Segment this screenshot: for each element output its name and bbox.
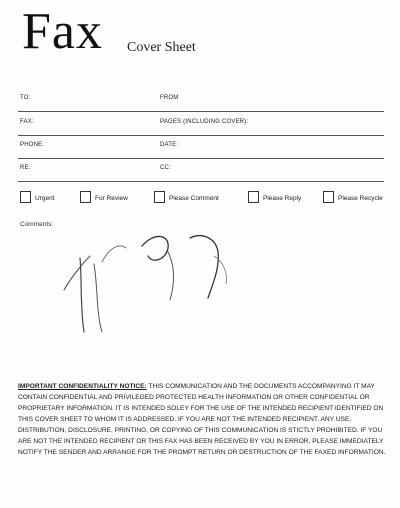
checkbox-label: For Review xyxy=(95,195,128,202)
checkbox-label: Please Comment xyxy=(169,195,219,202)
checkbox-label: Please Recycle xyxy=(338,195,383,202)
checkbox-box[interactable] xyxy=(80,191,91,203)
re-label: RE: xyxy=(20,165,31,171)
field-row-to xyxy=(18,89,384,112)
checkbox-row xyxy=(20,191,390,207)
notice-heading: IMPORTANT CONFIDENTIALITY NOTICE: xyxy=(18,383,147,390)
from-label: FROM xyxy=(160,95,179,101)
comments-label: Comments: xyxy=(20,221,54,228)
page-title: Fax xyxy=(22,3,103,60)
handwritten-scribble xyxy=(50,228,250,348)
page-subtitle: Cover Sheet xyxy=(127,40,196,55)
checkbox-box[interactable] xyxy=(323,191,334,203)
checkbox-box[interactable] xyxy=(154,191,165,203)
phone-label: PHONE: xyxy=(20,142,45,148)
confidentiality-notice xyxy=(18,381,388,458)
pages-label: PAGES (INCLUDING COVER): xyxy=(160,119,249,125)
field-row-re xyxy=(18,159,384,182)
date-label: DATE: xyxy=(160,142,179,148)
notice-body: THIS COMMUNICATION AND THE DOCUMENTS ACCOMPANYING IT MAY CONTAIN CONFIDENTIAL AND PRIVILEGED PROTECTED HEALTH INFORMATION OR OTHER CONFIDENTIAL OR PROPRIETARY INFORMATION. IT IS INTENDED SOLEY FOR THE USE OF THE INTENDED RECIPIENT IDENTIFIED ON THIS COVER SHEET TO WHOM IT IS ADDRESSED. IF YOU ARE NOT THE INTENDED RECIPIENT, ANY USE, DISTRIBUTION, DISCLOSURE, PRINTING, OR COPYING OF THIS COMMUNICATION IS STICTLY PROHIBITED. IF YOU ARE NOT THE INTENDED RECIPIENT OR THIS FAX HAS BEEN RECEIVED BY YOU IN ERROR, PLEASE IMMEDIATELY NOTIFY THE SENDER AND ARRANGE FOR THE PROMPT RETURN OR DESTRUCTION OF THE FAXED INFORMATION. xyxy=(18,383,386,456)
checkbox-label: Urgent xyxy=(35,195,55,202)
fax-label: FAX: xyxy=(20,119,34,125)
to-label: TO: xyxy=(20,95,31,101)
cc-label: CC: xyxy=(160,165,171,171)
field-row-fax xyxy=(18,113,384,136)
checkbox-box[interactable] xyxy=(20,191,31,203)
checkbox-box[interactable] xyxy=(248,191,259,203)
field-row-phone xyxy=(18,136,384,159)
checkbox-label: Please Reply xyxy=(263,195,302,202)
